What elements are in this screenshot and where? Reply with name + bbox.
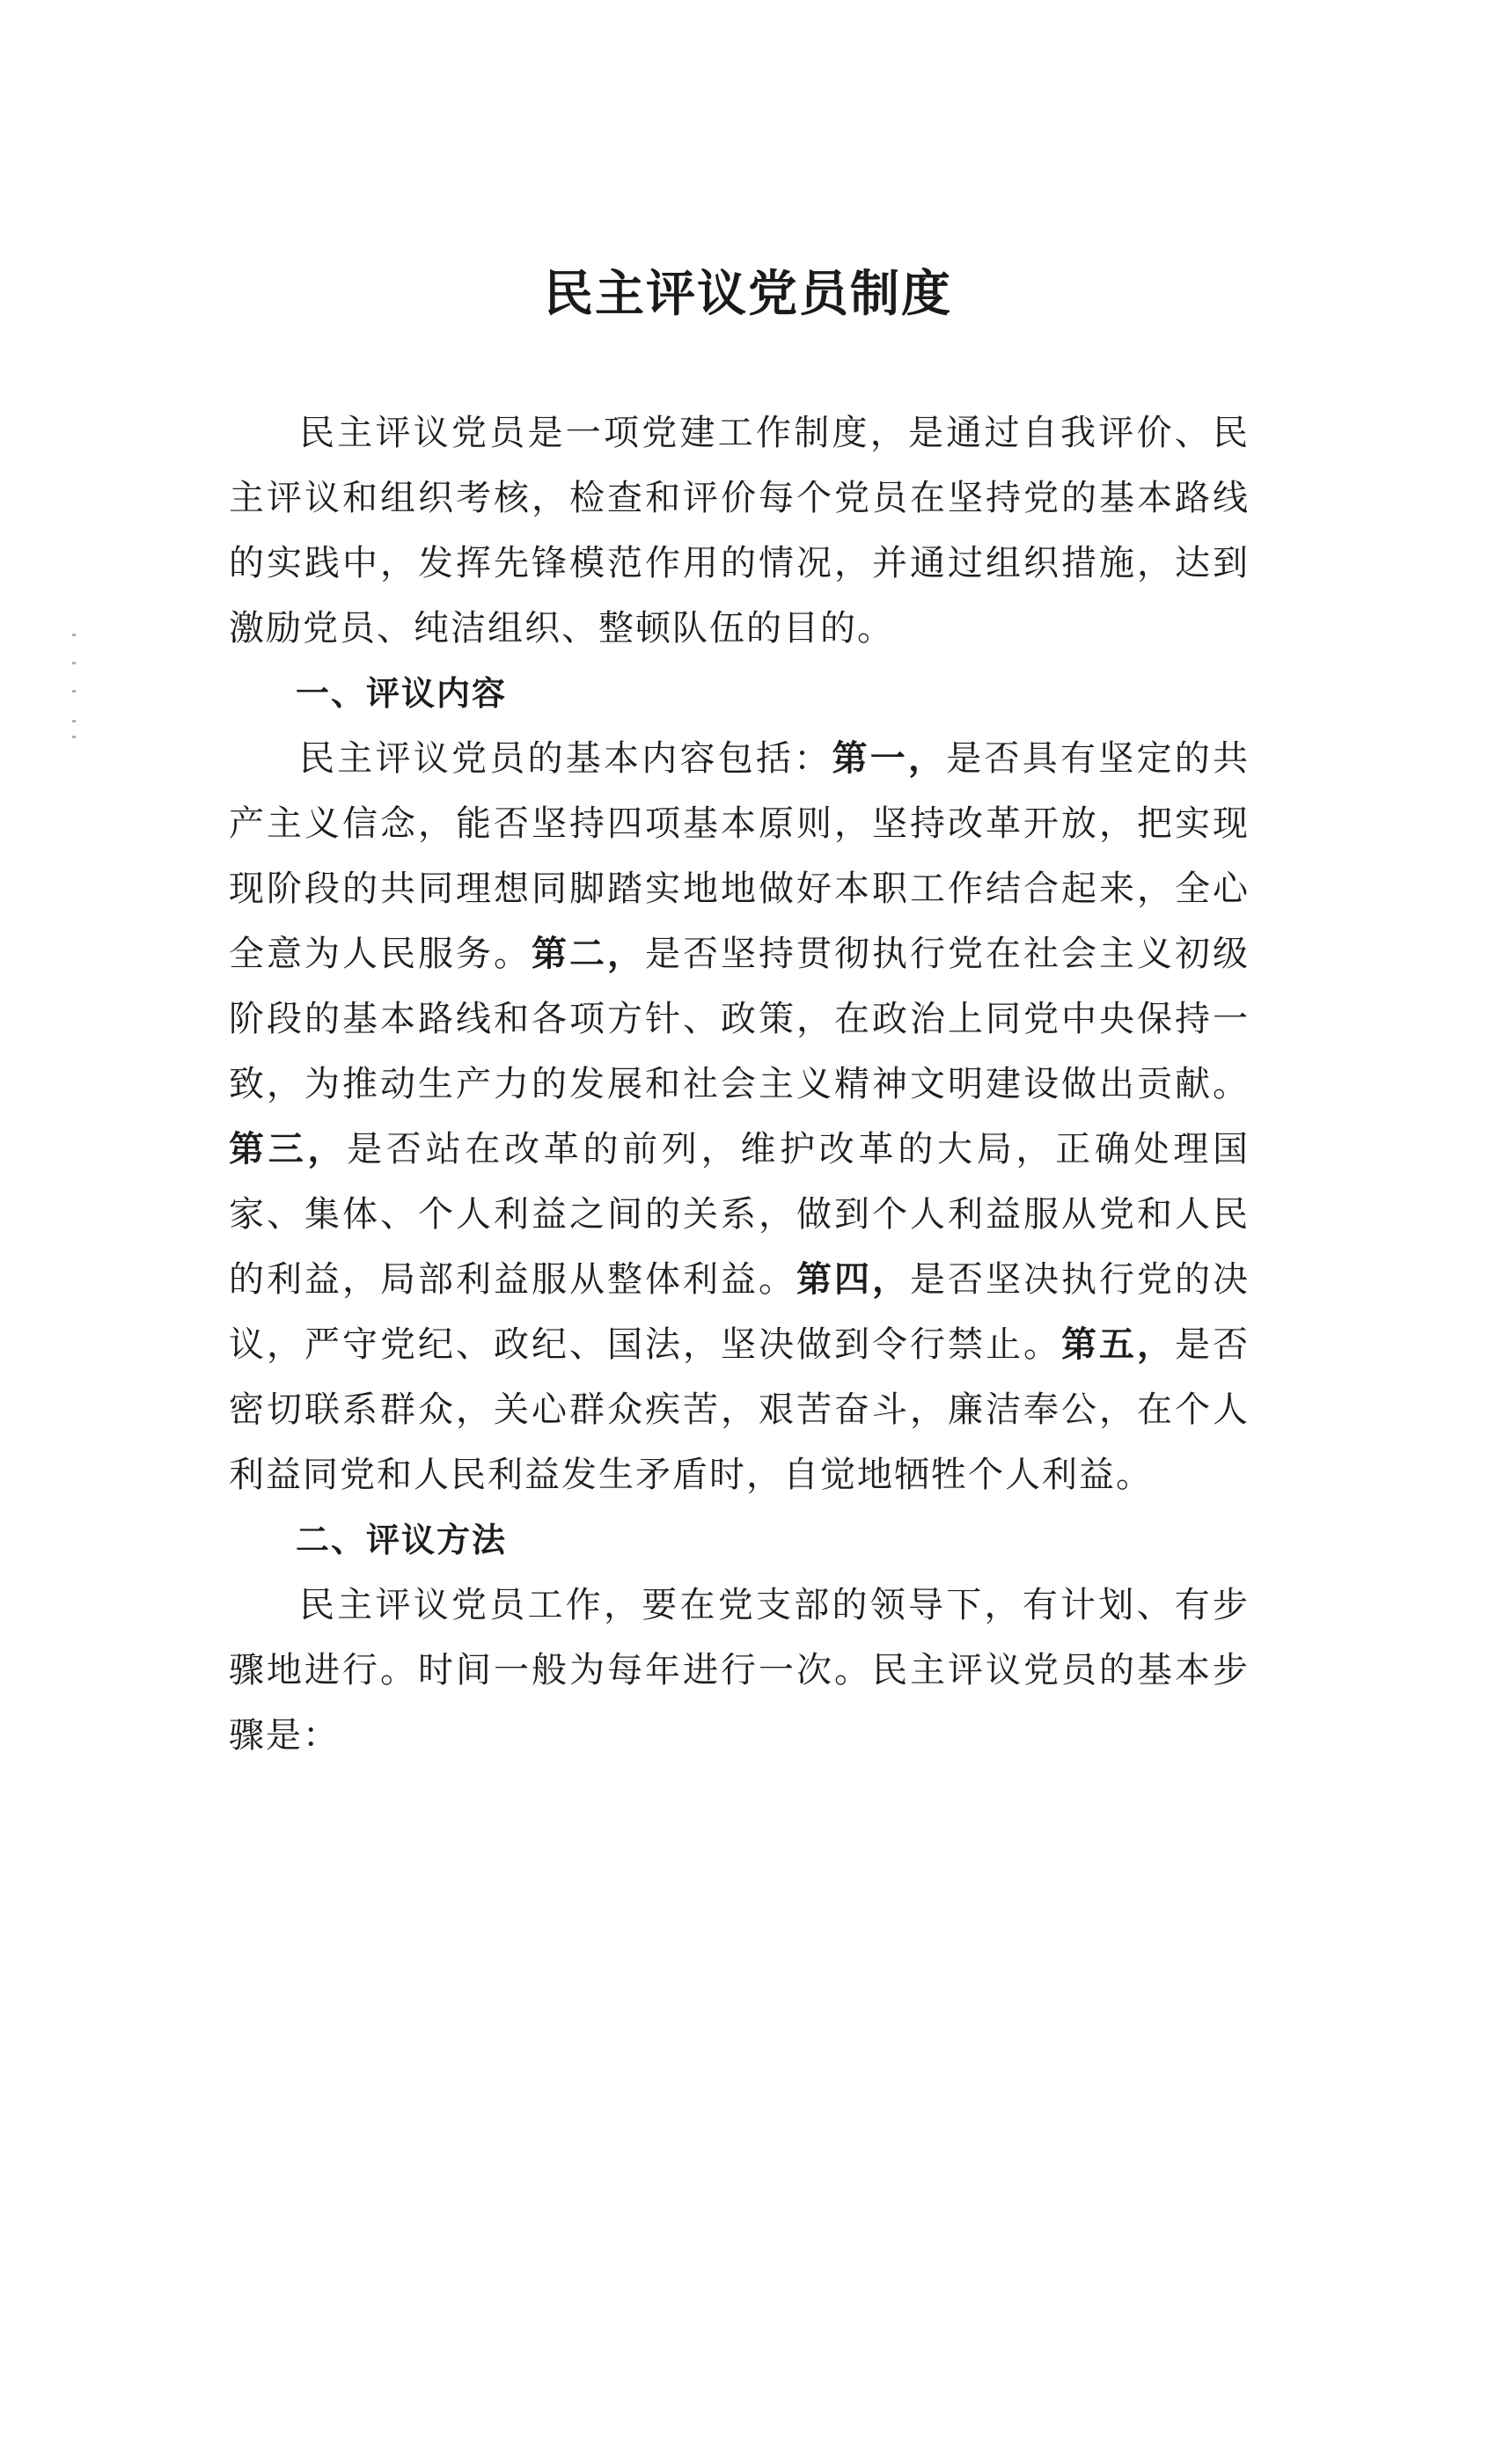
section-heading-method: 二、评议方法 [296,1521,508,1559]
item-label-4: 第四， [796,1259,910,1300]
section-heading-content: 一、评议内容 [296,674,508,713]
item-text-4: 是否坚决执行党的决议，严守党纪、政纪、国法，坚决做到令行禁止。 [229,1259,1250,1365]
scan-speck [72,690,76,693]
item-text-5: 是否密切联系群众，关心群众疾苦，艰苦奋斗，廉洁奉公，在个人利益同党和人民利益发生矛盾时，自觉地牺牲个人利益。 [229,1324,1250,1495]
item-label-3: 第三， [229,1129,348,1170]
scan-speck [72,736,76,738]
item-label-1: 第一， [832,738,947,779]
document-title: 民主评议党员制度 [544,266,952,323]
content-lead-text: 民主评议党员的基本内容包括： [299,738,832,779]
content-paragraph [229,726,1250,1507]
scan-speck [72,662,76,664]
item-label-2: 第二， [532,934,645,974]
item-label-5: 第五， [1061,1324,1175,1365]
scan-speck [72,634,76,636]
intro-paragraph: 民主评议党员是一项党建工作制度，是通过自我评价、民主评议和组织考核，检查和评价每个党员在坚持党的基本路线的实践中，发挥先锋模范作用的情况，并通过组织措施，达到激励党员、纯洁组织、整顿队伍的目的。 [229,413,1250,649]
item-text-3: 是否站在改革的前列，维护改革的大局，正确处理国家、集体、个人利益之间的关系，做到个人利益服从党和人民的利益，局部利益服从整体利益。 [229,1129,1250,1300]
scan-speck [72,720,76,722]
item-text-1: 是否具有坚定的共产主义信念，能否坚持四项基本原则，坚持改革开放，把实现现阶段的共同理想同脚踏实地地做好本职工作结合起来，全心全意为人民服务。 [229,738,1250,974]
method-paragraph: 民主评议党员工作，要在党支部的领导下，有计划、有步骤地进行。时间一般为每年进行一次。民主评议党员的基本步骤是： [229,1585,1250,1756]
document-body [229,400,1250,1768]
item-text-2: 是否坚持贯彻执行党在社会主义初级阶段的基本路线和各项方针、政策，在政治上同党中央保持一致，为推动生产力的发展和社会主义精神文明建设做出贡献。 [229,934,1250,1104]
